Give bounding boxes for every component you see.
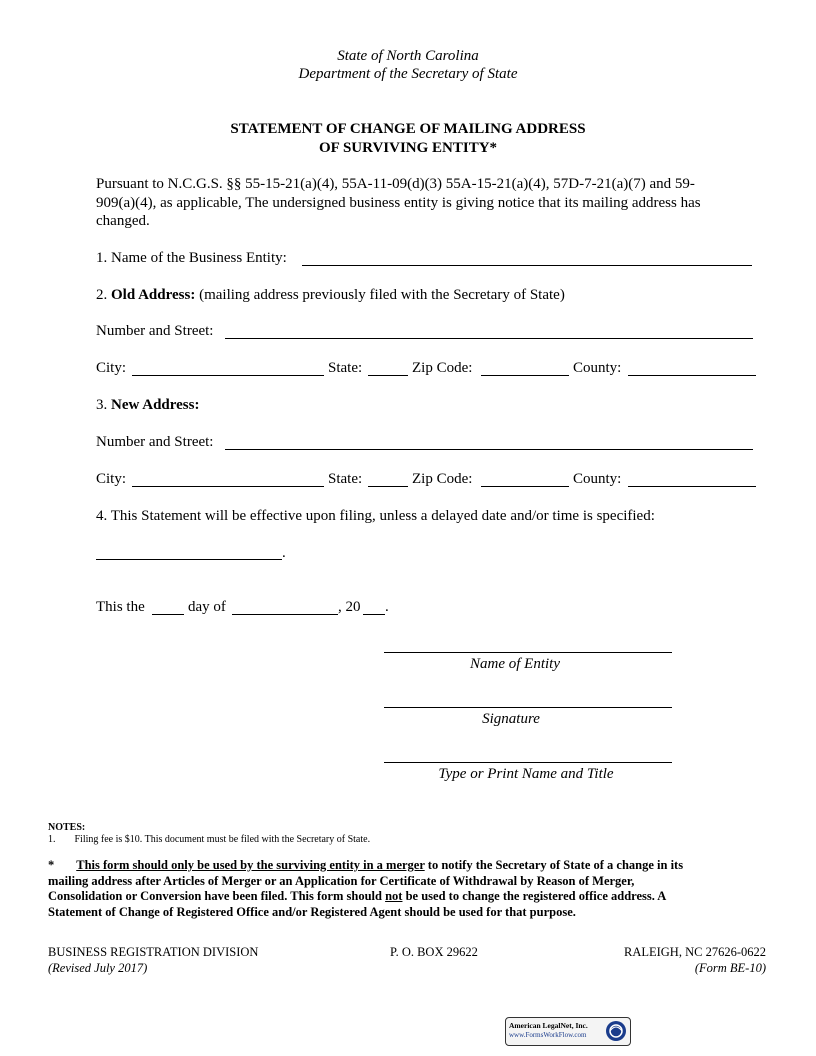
asterisk-star: * [48, 858, 55, 872]
new-zip-label: Zip Code: [412, 471, 473, 487]
asterisk-note-line-3 [48, 888, 788, 904]
old-city-label: City: [96, 360, 127, 376]
note-1-num: 1. [48, 834, 56, 845]
new-street-field[interactable] [225, 449, 753, 450]
old-street-field[interactable] [225, 338, 753, 339]
business-name-field[interactable] [302, 265, 752, 266]
old-county-label: County: [573, 360, 622, 376]
date-period: . [385, 599, 389, 615]
american-legalnet-logo[interactable] [505, 1017, 631, 1046]
logo-url: www.FormsWorkFlow.com [509, 1031, 587, 1039]
asterisk-note-underlined: This form should only be used by the surviving entity in a merger [76, 858, 425, 872]
old-address-heading [96, 287, 565, 304]
old-zip-label: Zip Code: [412, 360, 473, 376]
asterisk-note-line3-post: be used to change the registered office address. A [402, 889, 667, 903]
footer-revised: (Revised July 2017) [48, 961, 148, 975]
globe-icon [604, 1019, 628, 1043]
footer-form-number: (Form BE-10) [694, 961, 766, 975]
new-city-field[interactable] [132, 486, 324, 487]
notes-heading: NOTES: [48, 822, 86, 833]
new-address-num: 3. [96, 397, 108, 413]
old-address-desc: (mailing address previously filed with the Secretary of State) [199, 287, 565, 303]
form-title-line1: STATEMENT OF CHANGE OF MAILING ADDRESS [230, 121, 586, 137]
old-state-field[interactable] [368, 375, 408, 376]
intro-line-2: 909(a)(4), as applicable, The undersigned business entity is giving notice that its mailing address has [96, 195, 701, 211]
new-county-field[interactable] [628, 486, 756, 487]
department-heading: Department of the Secretary of State [298, 66, 518, 82]
entity-name-line[interactable] [384, 652, 672, 653]
asterisk-note-line-1 [48, 857, 788, 873]
effective-date-field[interactable] [96, 559, 282, 560]
this-the-label: This the [96, 599, 145, 615]
new-county-label: County: [573, 471, 622, 487]
footer-division: BUSINESS REGISTRATION DIVISION [48, 945, 259, 959]
footer-city: RALEIGH, NC 27626-0622 [623, 945, 766, 959]
effective-date-period: . [282, 545, 286, 561]
asterisk-note-line3-pre: Consolidation or Conversion have been filed. This form should [48, 889, 386, 903]
new-address-heading [96, 397, 199, 414]
new-zip-field[interactable] [481, 486, 569, 487]
new-state-label: State: [328, 471, 363, 487]
entity-name-caption: Name of Entity [470, 656, 560, 672]
state-heading: State of North Carolina [337, 48, 479, 64]
year-prefix-label: , 20 [338, 599, 361, 615]
footer-pobox: P. O. BOX 29622 [390, 945, 478, 959]
old-state-label: State: [328, 360, 363, 376]
note-1-text: Filing fee is $10. This document must be filed with the Secretary of State. [74, 834, 371, 845]
form-title-line2: OF SURVIVING ENTITY* [318, 140, 498, 156]
signature-line[interactable] [384, 707, 672, 708]
effective-date-label: 4. This Statement will be effective upon filing, unless a delayed date and/or time is specified: [96, 508, 655, 524]
asterisk-note-part1: to notify the Secretary of State of a change in its [424, 858, 684, 872]
print-name-line[interactable] [384, 762, 672, 763]
month-field[interactable] [232, 614, 338, 615]
intro-line-1: Pursuant to N.C.G.S. §§ 55-15-21(a)(4), 55A-11-09(d)(3) 55A-15-21(a)(4), 57D-7-21(a)(7) and 59- [96, 176, 695, 192]
day-of-label: day of [188, 599, 226, 615]
old-county-field[interactable] [628, 375, 756, 376]
new-state-field[interactable] [368, 486, 408, 487]
asterisk-note-not: not [385, 889, 403, 903]
print-name-caption: Type or Print Name and Title [438, 766, 614, 782]
asterisk-note-line-2: mailing address after Articles of Merger or an Application for Certificate of Withdrawal by Reason of Merger, [48, 874, 635, 888]
asterisk-note-line-4: Statement of Change of Registered Office and/or Registered Agent should be used for that purpose. [48, 905, 576, 919]
old-street-label: Number and Street: [96, 323, 214, 339]
signature-caption: Signature [482, 711, 540, 727]
business-name-label: 1. Name of the Business Entity: [96, 250, 287, 266]
note-1 [48, 834, 370, 845]
day-field[interactable] [152, 614, 184, 615]
old-address-num: 2. [96, 287, 108, 303]
old-city-field[interactable] [132, 375, 324, 376]
new-street-label: Number and Street: [96, 434, 214, 450]
new-city-label: City: [96, 471, 127, 487]
year-field[interactable] [363, 614, 385, 615]
intro-line-3: changed. [96, 213, 150, 229]
old-zip-field[interactable] [481, 375, 569, 376]
logo-company-name: American LegalNet, Inc. [509, 1021, 588, 1030]
new-address-title: New Address: [111, 397, 200, 413]
old-address-title: Old Address: [111, 287, 196, 303]
